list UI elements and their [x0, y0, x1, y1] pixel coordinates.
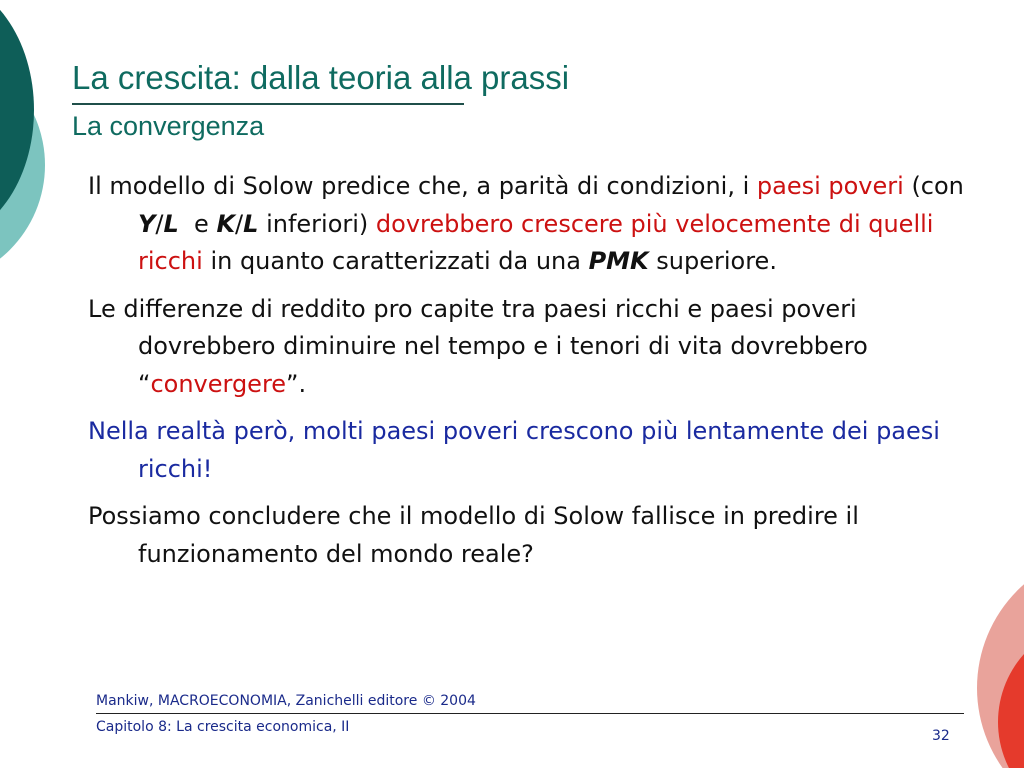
highlight-convergere: convergere: [150, 369, 287, 398]
bullet-question: Possiamo concludere che il modello di Solow fallisce in predire il funzionamento del mondo reale?: [88, 502, 859, 568]
var-L: L: [163, 209, 179, 238]
bullet-solow-prediction: Il modello di Solow predice che, a parità di condizioni, i paesi poveri (con Y/L e K/L inferiori) dovrebbero crescere più velocemente di quelli ricchi in quanto caratterizzati da una PMK superiore.: [88, 172, 964, 275]
title-underline: [72, 103, 464, 105]
highlight-paesi-poveri: paesi poveri: [756, 172, 904, 200]
footer-divider: [96, 713, 964, 714]
term-PMK: PMK: [588, 247, 649, 275]
highlight-dovrebbero-crescere: dovrebbero crescere più velocemente di quelli ricchi: [138, 209, 934, 275]
bullet-reality: Nella realtà però, molti paesi poveri crescono più lentamente dei paesi ricchi!: [88, 417, 940, 483]
var-Y: Y: [138, 209, 156, 238]
page-number: 32: [932, 728, 950, 744]
footer-chapter: Capitolo 8: La crescita economica, II: [96, 719, 350, 735]
slide-title: La crescita: dalla teoria alla prassi: [72, 59, 570, 96]
bullet-income-differences: Le differenze di reddito pro capite tra paesi ricchi e paesi poveri dovrebbero diminuire nel tempo e i tenori di vita dovrebbero “convergere”.: [88, 294, 868, 398]
footer-source: Mankiw, MACROECONOMIA, Zanichelli editore © 2004: [96, 693, 476, 709]
var-L-2: L: [243, 209, 259, 238]
var-K: K: [216, 209, 236, 238]
slide-body: [88, 168, 988, 583]
slide-subtitle: La convergenza: [72, 111, 265, 141]
